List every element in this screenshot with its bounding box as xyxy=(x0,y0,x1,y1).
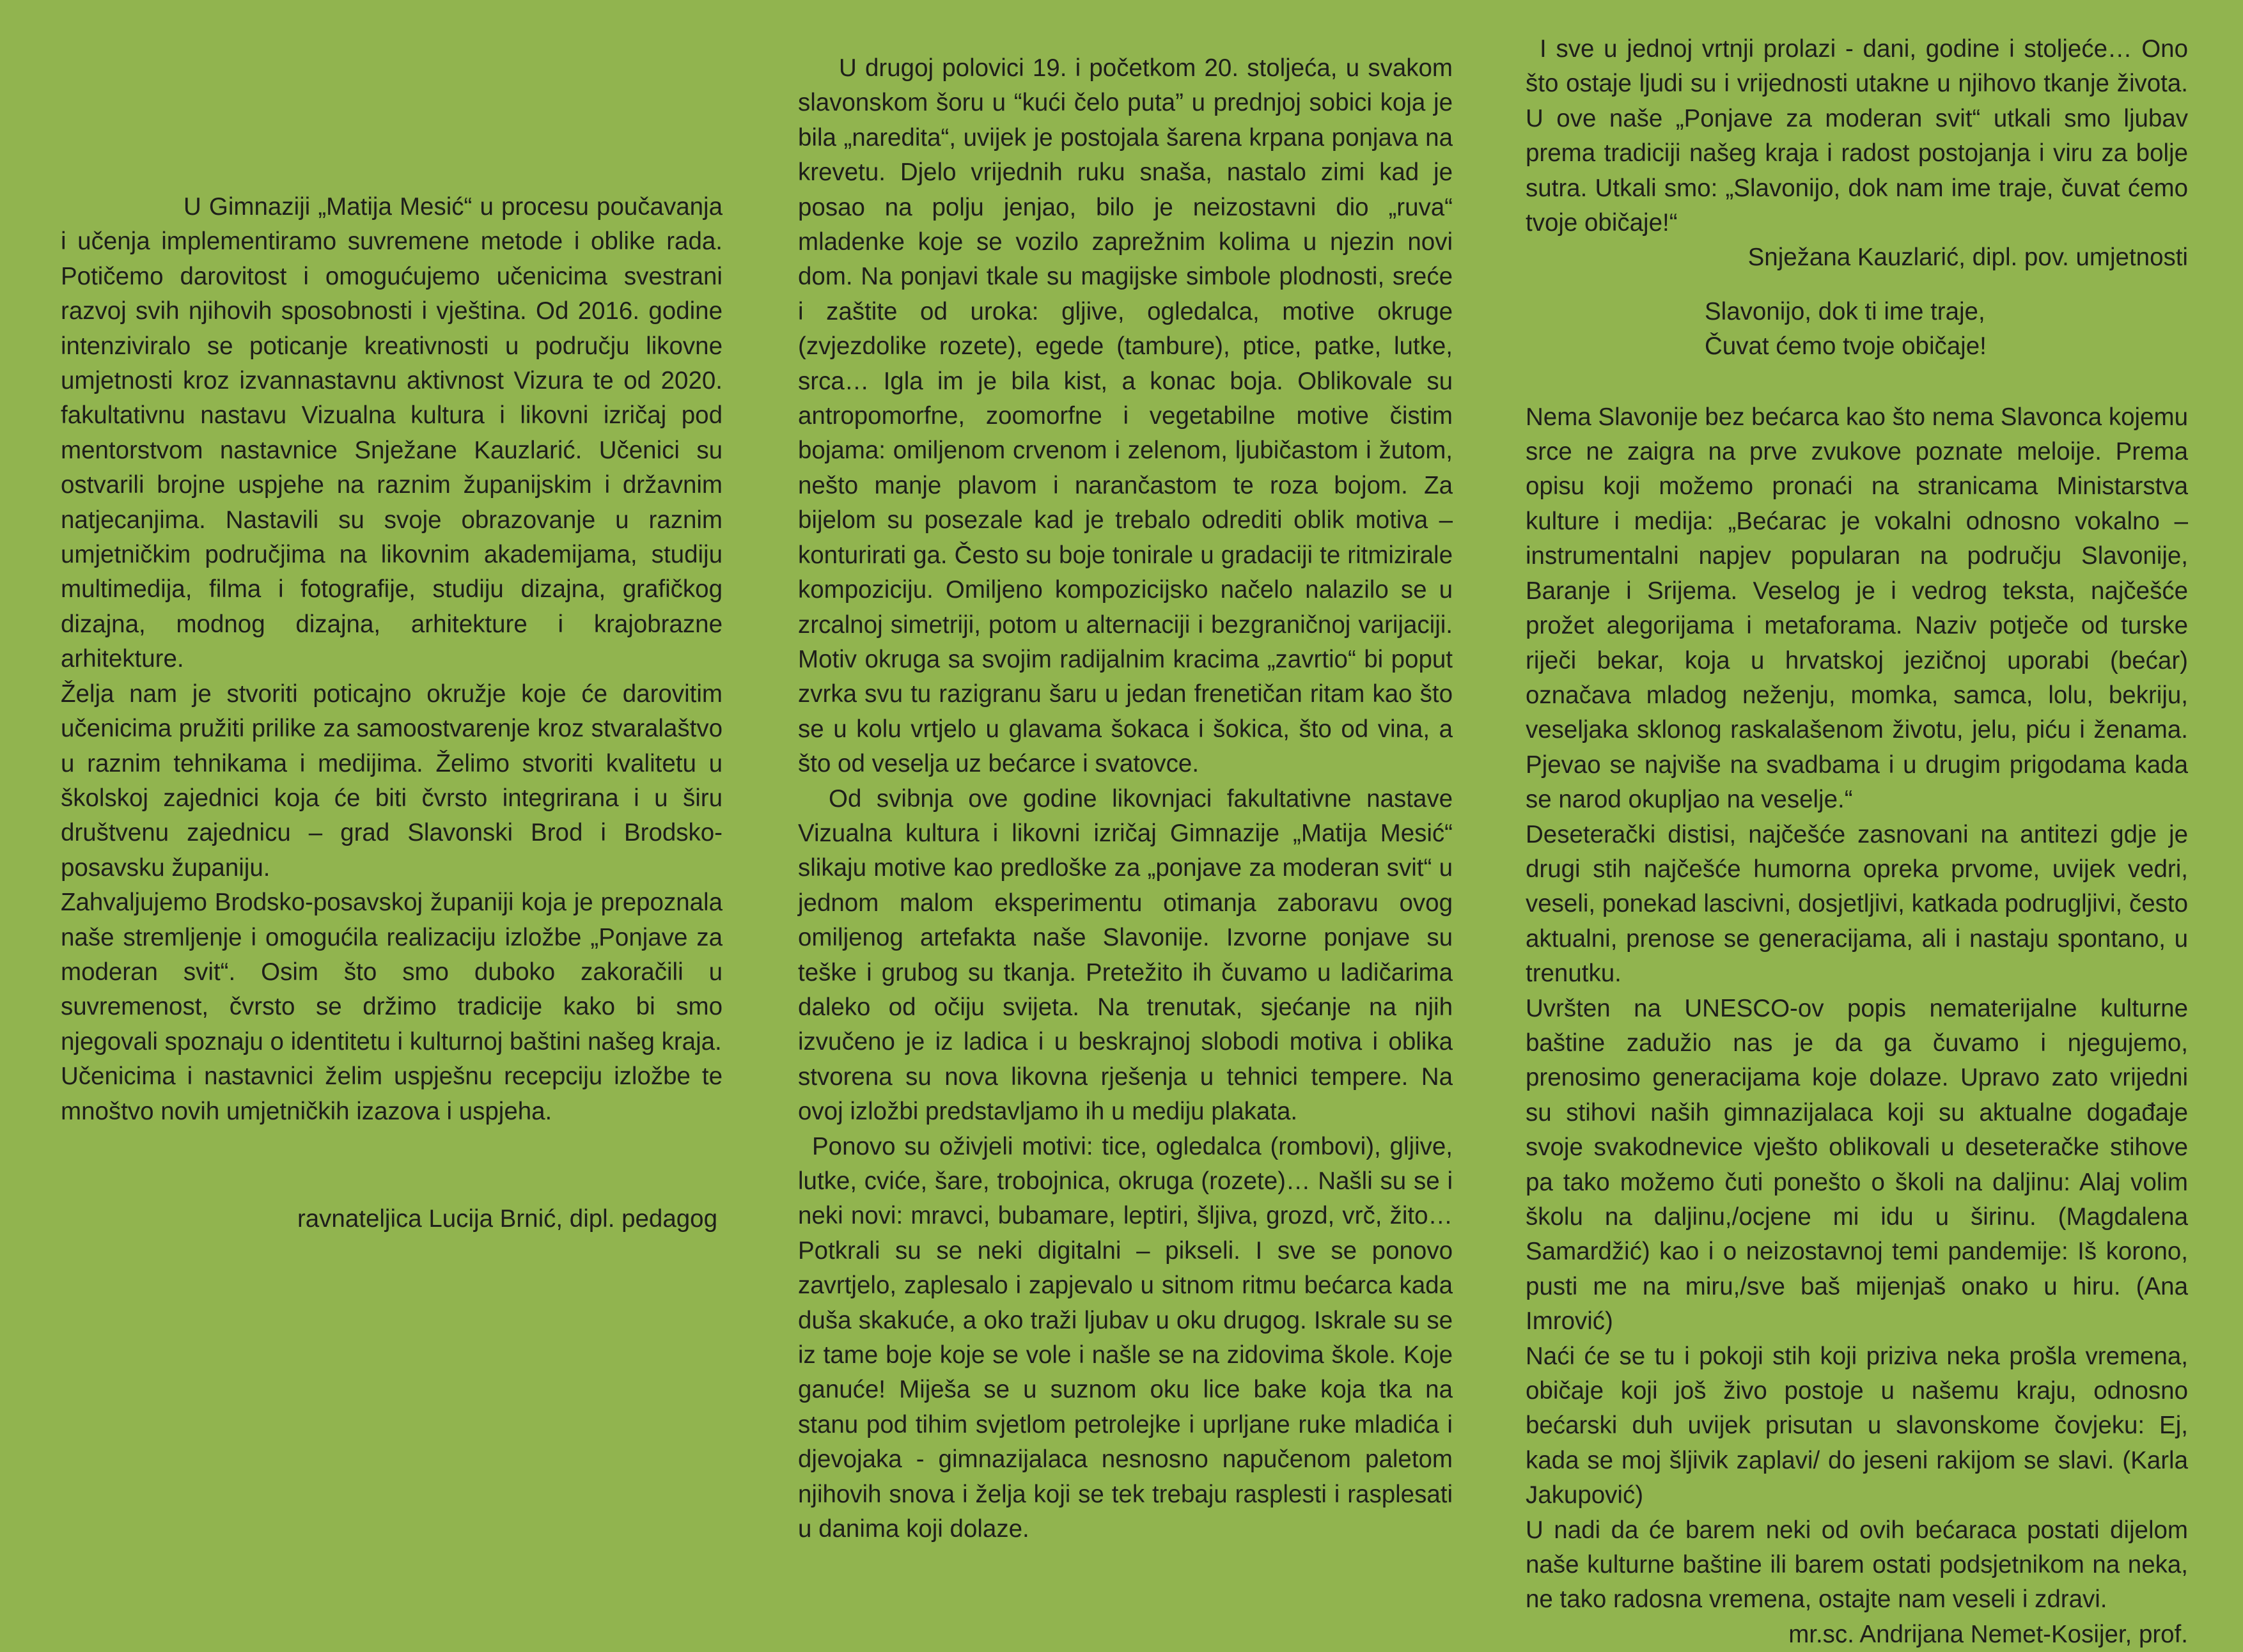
becarac-paragraph: Deseterački distisi, najčešće zasnovani na antitezi gdje je drugi stih najčešće humorna opreka prvome, uvijek vedri, veseli, ponekad lascivni, dosjetljivi, katkada podrugljivi, često aktualni, prenose se generacijama, ali i nastaju spontano, u trenutku. xyxy=(1526,820,2188,988)
foreword-paragraph: Želja nam je stvoriti poticajno okružje koje će darovitim učenicima pružiti prilike za samoostvarenje kroz stvaralaštvo u raznim tehnikama i medijima. Želimo stvoriti kvalitetu u školskoj zajednici koja će biti čvrsto integrirana i u širu društvenu zajednicu – grad Slavonski Brod i Brodsko-posavsku županiju. xyxy=(61,680,723,882)
becarac-paragraph: U nadi da će barem neki od ovih bećaraca postati dijelom naše kulturne baštine ili barem ostati podsjetnikom na neka, ne tako radosna vremena, ostajte nam veseli i zdravi. xyxy=(1526,1516,2188,1614)
art-historian-signature: Snježana Kauzlarić, dipl. pov. umjetnosti xyxy=(1747,244,2188,272)
principal-signature: ravnateljica Lucija Brnić, dipl. pedagog xyxy=(297,1204,717,1233)
becarac-paragraph: Uvršten na UNESCO-ov popis nematerijalne kulturne baštine zadužio nas je da ga čuvamo i njegujemo, prenosimo generacijama koje dolaze. Upravo zato vrijedni su stihovi naših gimnazijalaca koji su aktualne događaje svoje svakodnevice vješto oblikovali u deseteračke stihove pa tako možemo čuti ponešto o školi na daljinu: Alaj volim školu na daljinu,/ocjene mi idu u širinu. (Magdalena Samardžić) kao i o neizostavnoj temi pandemije: Iš korono, pusti me na miru,/sve baš mijenjaš onako u hiru. (Ana Imrović) xyxy=(1526,994,2188,1336)
verse-line: Slavonijo, dok ti ime traje, xyxy=(1705,297,1985,325)
becarac-column xyxy=(1526,32,2188,1652)
verse-block xyxy=(1526,295,2188,364)
history-paragraph: Od svibnja ove godine likovnjaci fakultativne nastave Vizualna kultura i likovni izričaj Gimnazije „Matija Mesić“ slikaju motive kao predloške za „ponjave za moderan svit“ u jednom malom eksperimentu otimanja zaboravu ovog omiljenog artefakta naše Slavonije. Izvorne ponjave su teške i grubog su tkanja. Pretežito ih čuvamo u ladičarima daleko od očiju svijeta. Na trenutak, sjećanje na njih izvučeno je iz ladica i u beskrajnoj slobodi motiva i oblika stvorena su nova likovna rješenja u tehnici tempere. Na ovoj izložbi predstavljamo ih u mediju plakata. xyxy=(798,784,1453,1126)
history-paragraph: U drugoj polovici 19. i početkom 20. stoljeća, u svakom slavonskom šoru u “kući čelo puta” u prednjoj sobici koja je bila „naredita“, uvijek je postojala šarena krpana ponjava na krevetu. Djelo vrijednih ruku snaša, nastalo zimi kad je posao na polju jenjao, bilo je neizostavni dio „ruva“ mladenke koje se vozilo zaprežnim kolima u njezin novi dom. Na ponjavi tkale su magijske simbole plodnosti, sreće i zaštite od uroka: gljive, ogledalca, motive okruge (zvjezdolike rozete), egede (tambure), ptice, patke, lutke, srca… Igla im je bila kist, a konac boja. Oblikovale su antropomorfne, zoomorfne i vegetabilne motive čistim bojama: omiljenom crvenom i zelenom, ljubičastom i žutom, nešto manje plavom i narančastom te roza bojom. Za bijelom su posezale kad je trebalo odrediti oblik motiva – konturirati ga. Često su boje tonirale u gradaciji te ritmizirale kompoziciju. Omiljeno kompozicijsko načelo nalazilo se u zrcalnoj simetriji, potom u alternaciji i bezgraničnoj varijaciji. Motiv okruga sa svojim radijalnim kracima „zavrtio“ bi poput zvrka svu tu razigranu šaru u jedan frenetičan ritam kao što se u kolu vrtjelo u glavama šokaca i šokica, što od vina, a što od veselja uz bećarce i svatovce. xyxy=(798,54,1453,778)
foreword-paragraph: U Gimnaziji „Matija Mesić“ u procesu poučavanja i učenja implementiramo suvremene metode i oblike rada. Potičemo darovitost i omogućujemo učenicima svestrani razvoj svih njihovih sposobnosti i vještina. Od 2016. godine intenziviralo se poticanje kreativnosti u području likovne umjetnosti kroz izvannastavnu aktivnost Vizura te od 2020. fakultativnu nastavu Vizualna kultura i likovni izričaj pod mentorstvom nastavnice Snježane Kauzlarić. Učenici su ostvarili brojne uspjehe na raznim županijskim i državnim natjecanjima. Nastavili su svoje obrazovanje u raznim umjetničkim područjima na likovnim akademijama, studiju multimedija, filma i fotografije, studiju dizajna, grafičkog dizajna, modnog dizajna, arhitekture i krajobrazne arhitekture. xyxy=(61,193,723,673)
becarac-paragraph: Naći će se tu i pokoji stih koji priziva neka prošla vremena, običaje koji još živo postoje u našemu kraju, odnosno bećarski duh uvijek prisutan u slavonskome čovjeku: Ej, kada se moj šljivik zaplavi/ do jeseni rakijom se slavi. (Karla Jakupović) xyxy=(1526,1342,2188,1509)
becarac-paragraph: Nema Slavonije bez bećarca kao što nema Slavonca kojemu srce ne zaigra na prve zvukove poznate meloije. Prema opisu koji možemo pronaći na stranicama Ministarstva kulture i medija: „Bećarac je vokalni odnosno vokalno – instrumentalni napjev popularan na području Slavonije, Baranje i Srijema. Veselog je i vedrog teksta, najčešće prožet alegorijama i metaforama. Naziv potječe od turske riječi bekar, koja u hrvatskoj jezičnoj uporabi (bećar) označava mladog neženju, momka, samca, lolu, bekriju, veseljaka sklonog raskalašenom životu, jelu, piću i ženama. Pjevao se najviše na svadbama i u drugim prigodama kada se narod okupljao na veselje.“ xyxy=(1526,403,2188,814)
verse-line: Čuvat ćemo tvoje običaje! xyxy=(1705,332,1987,361)
history-paragraph: Ponovo su oživjeli motivi: tice, ogledalca (rombovi), gljive, lutke, cviće, šare, trobojnica, okruga (rozete)… Našli su se i neki novi: mravci, bubamare, leptiri, šljiva, grozd, vrč, žito… Potkrali su se neki digitalni – pikseli. I sve se ponovo zavrtjelo, zaplesalo i zapjevalo u sitnom ritmu bećarca kada duša skakuće, a oko traži ljubav u oku drugog. Iskrale su se iz tame boje koje se vole i našle se na zidovima škole. Koje ganuće! Miješa se u suznom oku lice bake koja tka na stanu pod tihim svjetlom petrolejke i uprljane ruke mladića i djevojaka - gimnazijalaca nesnosno napučenom paletom njihovih snova i želja koji se tek trebaju rasplesti i rasplesati u danima koji dolaze. xyxy=(798,1132,1453,1543)
ponjave-history-column xyxy=(798,51,1453,1547)
teacher-signature: mr.sc. Andrijana Nemet-Kosijer, prof. xyxy=(1788,1620,2188,1648)
intro-paragraph: I sve u jednoj vrtnji prolazi - dani, godine i stoljeće… Ono što ostaje ljudi su i vrijednosti utakne u njihovo tkanje života. U ove naše „Ponjave za moderan svit“ utkali smo ljubav prema tradiciji našeg kraja i radost postojanja i viru za bolje sutra. Utkali smo: „Slavonijo, dok nam ime traje, čuvat ćemo tvoje običaje!“ xyxy=(1526,35,2188,237)
foreword-paragraph: Zahvaljujemo Brodsko-posavskoj županiji koja je prepoznala naše stremljenje i omogućila realizaciju izložbe „Ponjave za moderan svit“. Osim što smo duboko zakoračili u suvremenost, čvrsto se držimo tradicije kako bi smo njegovali spoznaju o identitetu i kulturnoj baštini našeg kraja. xyxy=(61,889,723,1056)
foreword-paragraph: Učenicima i nastavnici želim uspješnu recepciju izložbe te mnoštvo novih umjetničkih izazova i uspjeha. xyxy=(61,1063,723,1125)
principal-foreword-column xyxy=(61,190,723,1236)
